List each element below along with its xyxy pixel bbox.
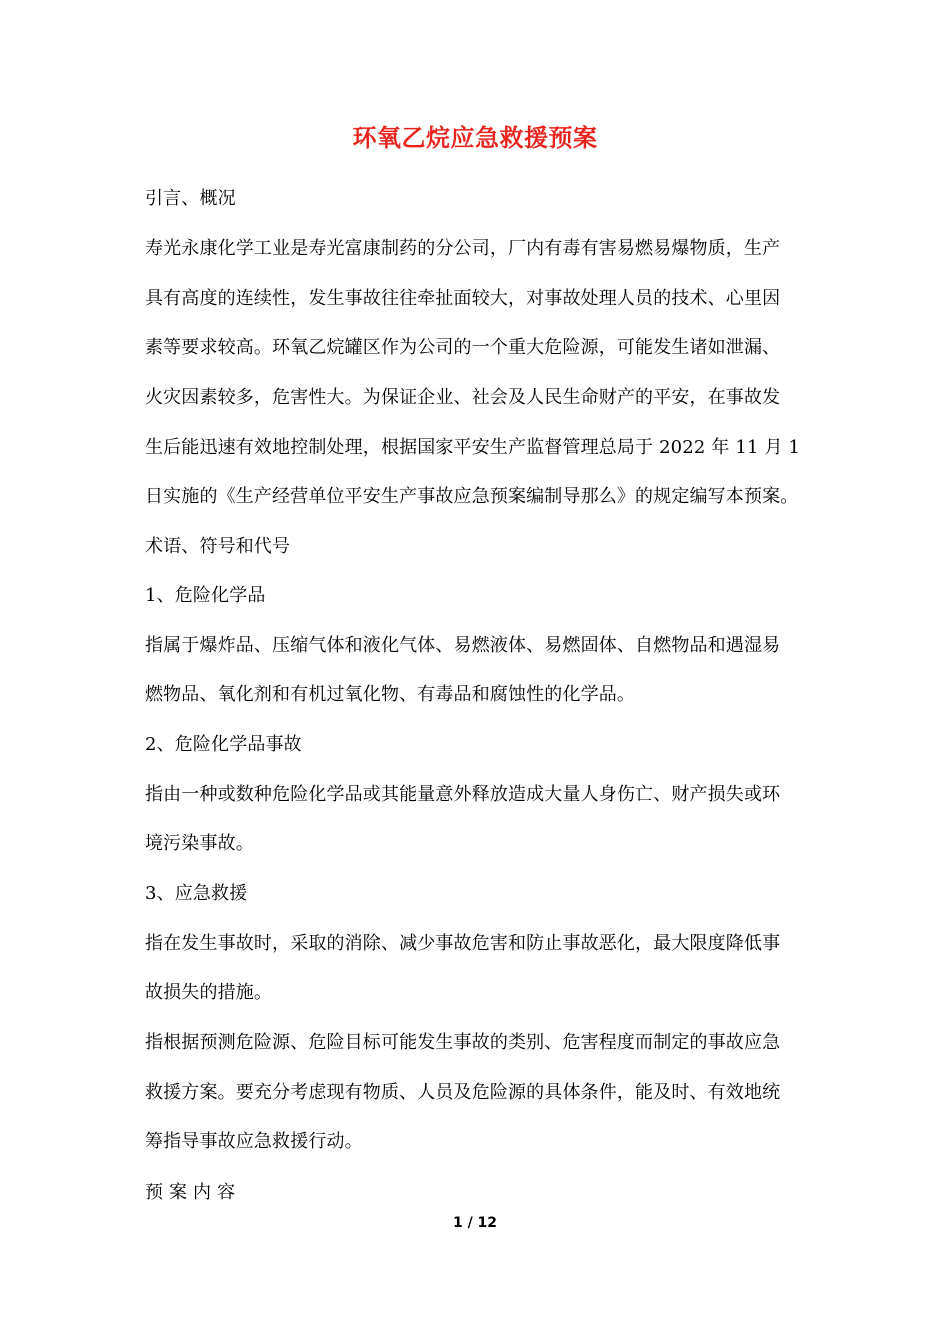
paragraph-line: 寿光永康化学工业是寿光富康制药的分公司，厂内有毒有害易燃易爆物质，生产 [145, 238, 781, 259]
paragraph-line: 救援方案。要充分考虑现有物质、人员及危险源的具体条件，能及时、有效地统 [145, 1082, 781, 1103]
paragraph-line: 生后能迅速有效地控制处理，根据国家平安生产监督管理总局于 2022 年 11 月 1 [145, 437, 801, 458]
paragraph-line: 境污染事故。 [145, 833, 254, 854]
paragraph-line: 具有高度的连续性，发生事故往往牵扯面较大，对事故处理人员的技术、心里因 [145, 288, 781, 309]
paragraph-line: 故损失的措施。 [145, 982, 273, 1003]
paragraph-line: 燃物品、氧化剂和有机过氧化物、有毒品和腐蚀性的化学品。 [145, 684, 636, 705]
subheading-emergency-rescue: 3、应急救援 [145, 883, 248, 904]
paragraph-line: 指在发生事故时，采取的消除、减少事故危害和防止事故恶化，最大限度降低事 [145, 933, 781, 954]
paragraph-line: 指由一种或数种危险化学品或其能量意外释放造成大量人身伤亡、财产损失或环 [145, 784, 781, 805]
subheading-chemical-accident: 2、危险化学品事故 [145, 734, 302, 755]
page-indicator: 1 / 12 [452, 1215, 498, 1231]
paragraph-line: 指根据预测危险源、危险目标可能发生事故的类别、危害程度而制定的事故应急 [145, 1032, 781, 1053]
paragraph-line: 火灾因素较多，危害性大。为保证企业、社会及人民生命财产的平安，在事故发 [145, 387, 781, 408]
document-title: 环氧乙烷应急救援预案 [352, 124, 598, 152]
paragraph-line: 指属于爆炸品、压缩气体和液化气体、易燃液体、易燃固体、自燃物品和遇湿易 [145, 635, 781, 656]
heading-introduction: 引言、概况 [145, 188, 236, 209]
heading-terms: 术语、符号和代号 [145, 536, 291, 557]
paragraph-line: 筹指导事故应急救援行动。 [145, 1131, 363, 1152]
subheading-hazardous-chemicals: 1、危险化学品 [145, 585, 266, 606]
heading-plan-content: 预 案 内 容 [145, 1182, 236, 1203]
paragraph-line: 素等要求较高。环氧乙烷罐区作为公司的一个重大危险源，可能发生诸如泄漏、 [145, 337, 781, 358]
paragraph-line: 日实施的《生产经营单位平安生产事故应急预案编制导那么》的规定编写本预案。 [145, 486, 799, 507]
